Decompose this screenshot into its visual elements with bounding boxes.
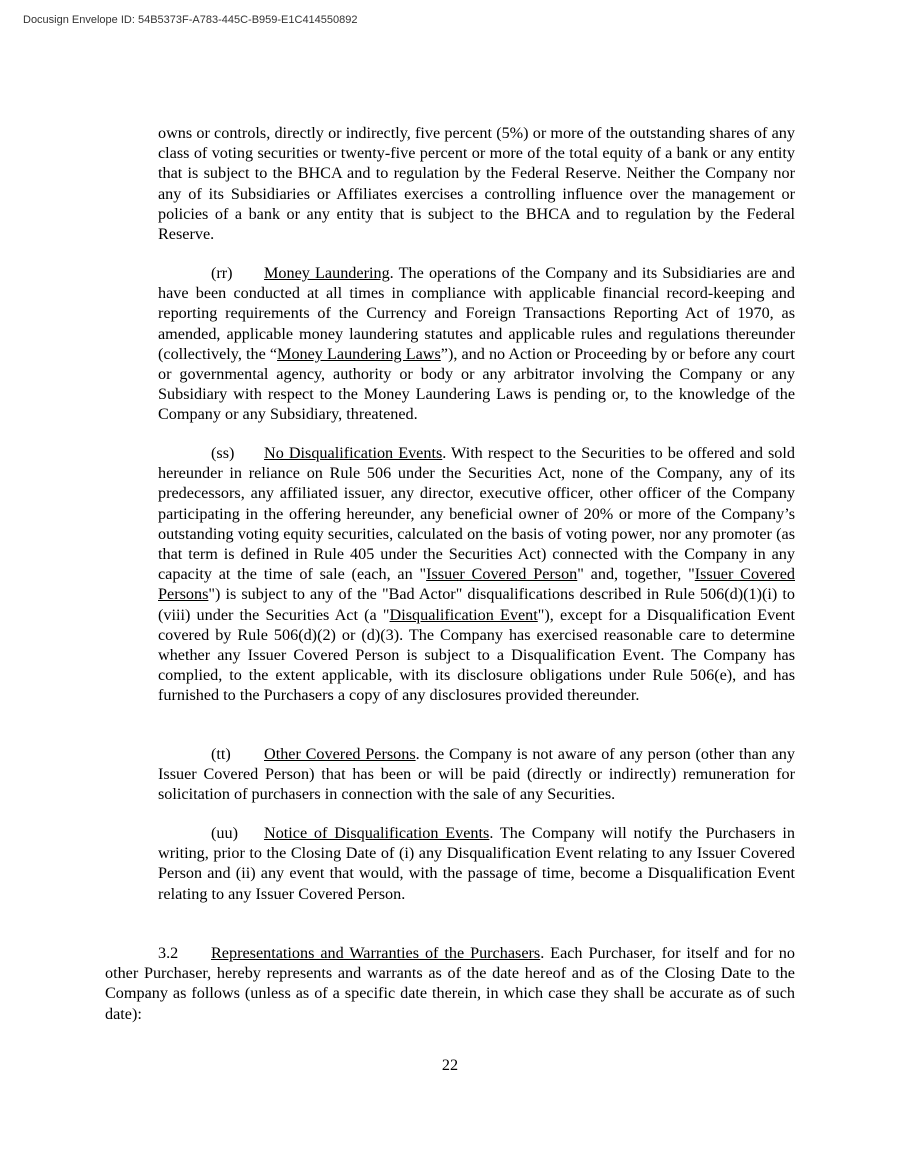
section-3-2-text: . Each Purchaser, for itself and for no other Purchaser, hereby represents and warrants as of the date hereof and as of the Closing Date to the Company as follows (unless as of a specific date therein, in which case they shall be accurate as of such date): — [105, 944, 795, 1023]
docusign-envelope-id: Docusign Envelope ID: 54B5373F-A783-445C-B959-E1C414550892 — [23, 14, 358, 26]
section-rr-label: (rr) — [211, 264, 233, 282]
section-tt-title: Other Covered Persons — [264, 745, 416, 763]
section-rr-text-2: ”), and no Action or Proceeding by or before any court or governmental agency, authority or body or any arbitrator involving the Company or any Subsidiary with respect to the Money Laundering Laws is pending or, to the knowledge of the Company or any Subsidiary, threatened. — [158, 344, 795, 424]
section-uu-text: . The Company will notify the Purchasers in writing, prior to the Closing Date of (i) any Disqualification Event relating to any Issuer Covered Person and (ii) any event that would, with the passage of time, become a Disqualification Event relating to any Issuer Covered Person. — [158, 824, 795, 903]
section-rr-paragraph — [158, 263, 795, 425]
continuation-paragraph — [158, 123, 795, 244]
section-uu-paragraph — [158, 823, 795, 904]
section-tt-paragraph — [158, 744, 795, 805]
section-3-2-paragraph — [105, 943, 795, 1024]
section-3-2-title: Representations and Warranties of the Purchasers — [211, 944, 541, 962]
section-ss-text-4: "), except for a Disqualification Event covered by Rule 506(d)(2) or (d)(3). The Company has exercised reasonable care to determine whether any Issuer Covered Person is subject to a Disqualification Event. The Company has complied, to the extent applicable, with its disclosure obligations under Rule 506(e), and has furnished to the Purchasers a copy of any disclosures provided thereunder. — [158, 605, 795, 705]
section-uu-label: (uu) — [211, 824, 238, 842]
section-ss-text-2: " and, together, " — [577, 565, 695, 584]
section-ss-label: (ss) — [211, 444, 235, 462]
section-ss-text-1: . With respect to the Securities to be offered and sold hereunder in reliance on Rule 506 under the Securities Act, none of the Company, any of its predecessors, any affiliated issuer, any director, executive officer, other officer of the Company participating in the offering hereunder, any beneficial owner of 20% or more of the Company’s outstanding voting equity securities, calculated on the basis of voting power, nor any promoter (as that term is defined in Rule 405 under the Securities Act) connected with the Company in any capacity at the time of sale (each, an " — [158, 444, 795, 584]
section-ss-paragraph — [158, 443, 795, 706]
section-ss-defined-term-2: Issuer Covered Persons — [158, 565, 796, 604]
section-rr-defined-term: Money Laundering Laws — [277, 344, 441, 363]
section-tt-label: (tt) — [211, 745, 231, 763]
section-ss-title: No Disqualification Events — [264, 444, 443, 462]
continuation-text: owns or controls, directly or indirectly, five percent (5%) or more of the outstanding shares of any class of voting securities or twenty-five percent or more of the total equity of a bank or any entity that is subject to the BHCA and to regulation by the Federal Reserve. Neither the Company nor any of its Subsidiaries or Affiliates exercises a controlling influence over the management or policies of a bank or any entity that is subject to the BHCA and to regulation by the Federal Reserve. — [158, 124, 795, 244]
section-uu-title: Notice of Disqualification Events — [264, 824, 490, 842]
section-tt-text: . the Company is not aware of any person (other than any Issuer Covered Person) that has been or will be paid (directly or indirectly) remuneration for solicitation of purchasers in connection with the sale of any Securities. — [158, 745, 795, 804]
section-rr-text-1: . The operations of the Company and its Subsidiaries are and have been conducted at all times in compliance with applicable financial record-keeping and reporting requirements of the Currency and Foreign Transactions Reporting Act of 1970, as amended, applicable money laundering statutes and applicable rules and regulations thereunder (collectively, the “ — [158, 264, 795, 363]
section-ss-text-3: ") is subject to any of the "Bad Actor" disqualifications described in Rule 506(d)(1)(i) to (viii) under the Securities Act (a " — [158, 585, 795, 624]
section-3-2-label: 3.2 — [158, 944, 179, 962]
section-ss-defined-term-1: Issuer Covered Person — [426, 565, 578, 584]
section-ss-defined-term-3: Disqualification Event — [389, 605, 538, 624]
section-rr-title: Money Laundering — [264, 264, 390, 282]
page-number: 22 — [441, 1056, 459, 1074]
